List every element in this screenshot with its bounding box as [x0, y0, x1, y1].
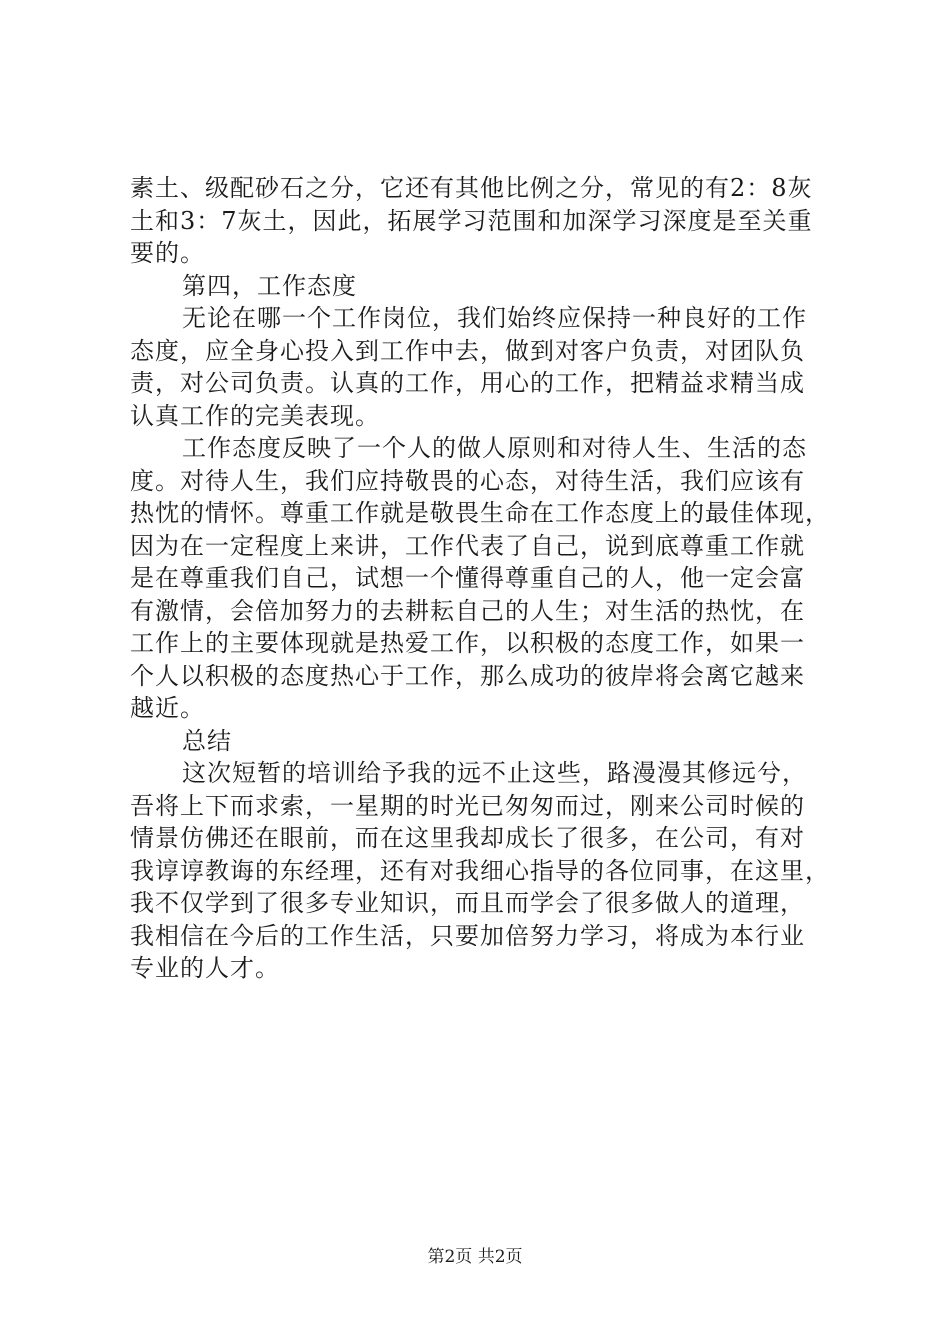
text-line: 有激情，会倍加努力的去耕耘自己的人生；对生活的热忱，在	[130, 596, 805, 625]
text-line: 越近。	[130, 694, 205, 722]
text-line: 因为在一定程度上来讲，工作代表了自己，说到底尊重工作就	[130, 531, 805, 560]
text-line: 我不仅学到了很多专业知识，而且而学会了很多做人的道理，	[130, 889, 805, 917]
text-line: 总结	[182, 726, 232, 755]
text-line: 责，对公司负责。认真的工作，用心的工作，把精益求精当成	[130, 369, 805, 397]
text-line: 热忱的情怀。尊重工作就是敬畏生命在工作态度上的最佳体现，	[130, 499, 830, 527]
text-line: 态度，应全身心投入到工作中去，做到对客户负责，对团队负	[130, 336, 805, 365]
text-line: 是在尊重我们自己，试想一个懂得尊重自己的人，他一定会富	[130, 564, 805, 592]
page-footer: 第2页 共2页	[427, 1247, 523, 1267]
text-line: 我相信在今后的工作生活，只要加倍努力学习，将成为本行业	[130, 921, 805, 950]
text-line: 吾将上下而求索，一星期的时光已匆匆而过，刚来公司时候的	[130, 791, 805, 820]
text-line: 要的。	[130, 239, 205, 267]
text-line: 第四，工作态度	[182, 271, 357, 300]
text-line: 专业的人才。	[130, 954, 280, 982]
text-line: 个人以积极的态度热心于工作，那么成功的彼岸将会离它越来	[130, 661, 805, 690]
document-body	[130, 172, 830, 985]
text-line: 度。对待人生，我们应持敬畏的心态，对待生活，我们应该有	[130, 466, 805, 495]
text-line: 我谆谆教诲的东经理，还有对我细心指导的各位同事，在这里，	[130, 856, 830, 885]
text-line: 情景仿佛还在眼前，而在这里我却成长了很多，在公司，有对	[130, 824, 805, 852]
text-line: 无论在哪一个工作岗位，我们始终应保持一种良好的工作	[182, 304, 807, 332]
text-line: 素土、级配砂石之分，它还有其他比例之分，常见的有2：8灰	[130, 174, 813, 202]
text-line: 这次短暂的培训给予我的远不止这些，路漫漫其修远兮，	[182, 759, 807, 787]
text-line: 工作态度反映了一个人的做人原则和对待人生、生活的态	[182, 434, 807, 462]
text-line: 工作上的主要体现就是热爱工作，以积极的态度工作，如果一	[130, 629, 805, 657]
text-line: 认真工作的完美表现。	[130, 401, 380, 430]
text-line: 土和3：7灰土，因此，拓展学习范围和加深学习深度是至关重	[130, 206, 813, 235]
